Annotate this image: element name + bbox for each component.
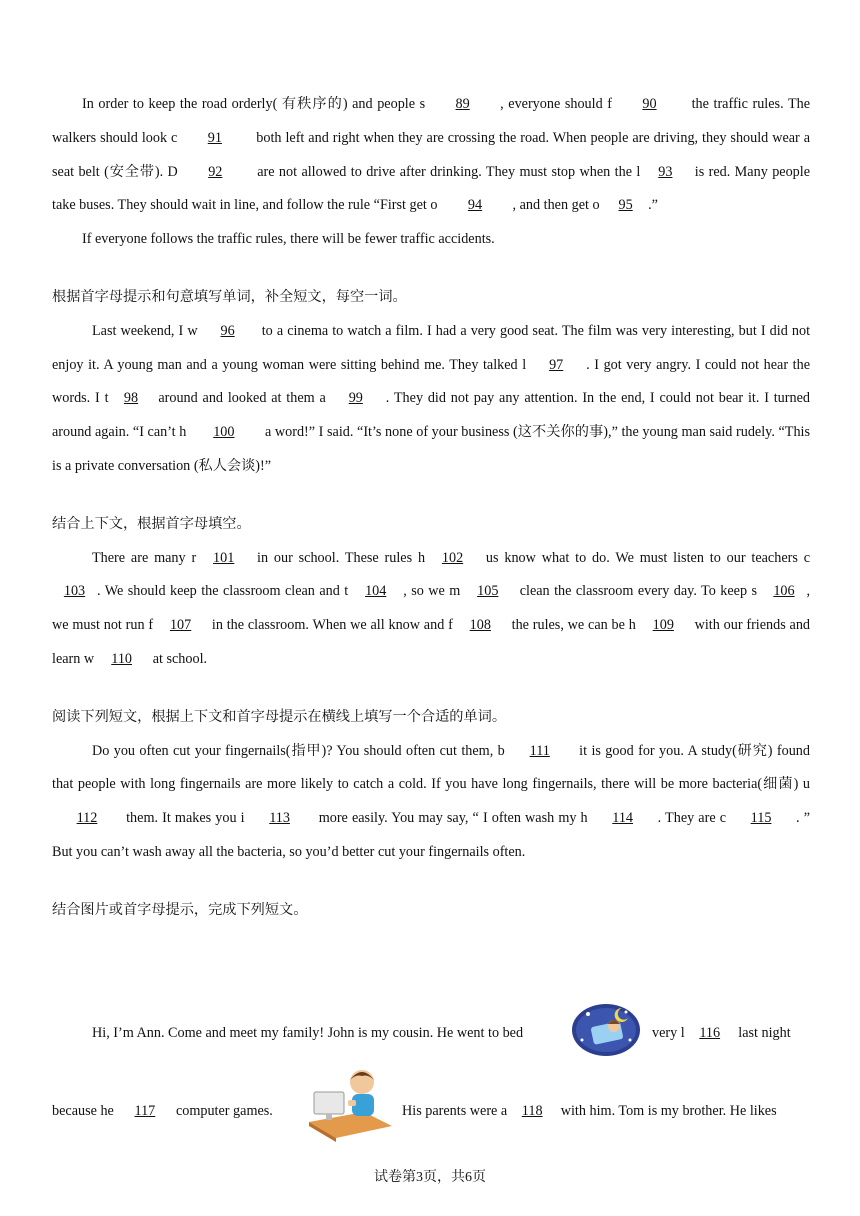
worksheet-page bbox=[52, 88, 810, 928]
text: , so we m bbox=[403, 583, 461, 600]
section-heading: 阅读下列短文，根据上下文和首字母提示在横线上填写一个合适的单词。 bbox=[52, 708, 507, 725]
blank-105[interactable]: 105 bbox=[477, 583, 499, 600]
blank-93[interactable]: 93 bbox=[658, 163, 673, 180]
text: the rules, we can be h bbox=[511, 617, 636, 634]
family-line-1 bbox=[92, 1016, 810, 1050]
blank-101[interactable]: 101 bbox=[213, 549, 235, 566]
text: Do you often cut your fingernails(指甲)? You should often cut them, b bbox=[92, 742, 505, 759]
passage-cinema bbox=[52, 315, 810, 484]
passage-traffic bbox=[52, 88, 810, 223]
blank-102[interactable]: 102 bbox=[441, 549, 464, 566]
text: 有秩序的) and people s bbox=[281, 96, 426, 112]
blank-98[interactable]: 98 bbox=[123, 390, 139, 407]
passage-traffic-ending: If everyone follows the traffic rules, there will be fewer traffic accidents. bbox=[82, 231, 495, 248]
text: us know what to do. We must listen to our teachers c bbox=[485, 549, 810, 566]
text: it is good for you. A study(研究) found that people with long fingernails are more likely to catch a cold. If you have long fingernails, there will be more bacteria(细菌) u bbox=[52, 742, 810, 793]
blank-113[interactable]: 113 bbox=[269, 810, 290, 827]
text: . I got very angry. I could not hear the words. I t bbox=[52, 356, 810, 407]
blank-91[interactable]: 91 bbox=[207, 129, 222, 146]
text: around and looked at them a bbox=[158, 390, 326, 407]
blank-99[interactable]: 99 bbox=[348, 390, 363, 407]
text: Last weekend, I w bbox=[92, 322, 198, 339]
blank-104[interactable]: 104 bbox=[365, 583, 387, 600]
text: at school. bbox=[152, 650, 208, 667]
blank-115[interactable]: 115 bbox=[750, 810, 772, 827]
blank-112[interactable]: 112 bbox=[76, 810, 98, 827]
text: . They are c bbox=[657, 810, 727, 827]
text: Hi, I’m Ann. Come and meet my family! John is my cousin. He went to bed bbox=[92, 1025, 524, 1041]
text: with him. Tom is my brother. He likes bbox=[560, 1103, 777, 1119]
blank-117[interactable]: 117 bbox=[134, 1103, 156, 1119]
text: . We should keep the classroom clean and t bbox=[97, 583, 349, 600]
blank-116[interactable]: 116 bbox=[699, 1025, 721, 1041]
passage-school-rules bbox=[52, 542, 810, 677]
blank-110[interactable]: 110 bbox=[111, 650, 133, 667]
text: clean the classroom every day. To keep s bbox=[519, 583, 758, 600]
text bbox=[652, 1016, 791, 1050]
text: the traffic rules. The walkers should look c bbox=[52, 96, 811, 146]
text: computer games. bbox=[175, 1103, 273, 1119]
text: . They did not pay any attention. In the end, I could not bear it. I turned around again. “I can’t h bbox=[52, 390, 810, 441]
text: very l bbox=[652, 1025, 685, 1041]
blank-106[interactable]: 106 bbox=[773, 583, 795, 600]
text: In order to keep the road orderly( bbox=[82, 96, 278, 112]
text: .” bbox=[648, 197, 658, 214]
sleeping-night-icon bbox=[570, 1000, 642, 1071]
text: to a cinema to watch a film. I had a very good seat. The film was very interesting, but I did not enjoy it. A young man and a young woman were sitting behind me. They talked l bbox=[52, 322, 811, 373]
text: both left and right when they are crossing the road. When people are driving, they should wear a seat belt (安全带). D bbox=[52, 129, 811, 180]
passage-fingernails bbox=[52, 735, 810, 870]
text: His parents were a bbox=[402, 1103, 508, 1119]
text bbox=[402, 1094, 777, 1128]
blank-89[interactable]: 89 bbox=[455, 96, 470, 112]
text: There are many r bbox=[92, 549, 197, 566]
blank-107[interactable]: 107 bbox=[169, 617, 192, 634]
blank-108[interactable]: 108 bbox=[469, 617, 491, 634]
blank-92[interactable]: 92 bbox=[208, 163, 223, 180]
blank-118[interactable]: 118 bbox=[521, 1103, 543, 1119]
text: more easily. You may say, “ I often wash my h bbox=[318, 810, 588, 827]
blank-95[interactable]: 95 bbox=[618, 197, 633, 214]
text: , everyone should f bbox=[500, 96, 612, 112]
blank-96[interactable]: 96 bbox=[220, 322, 235, 339]
blank-114[interactable]: 114 bbox=[612, 810, 634, 827]
section-heading: 根据首字母提示和句意填写单词，补全短文，每空一词。 bbox=[52, 288, 407, 305]
text: a word!” I said. “It’s none of your business (这不关你的事),” the young man said rudely. “This is a private conversation (私人会谈)!” bbox=[52, 424, 811, 474]
blank-109[interactable]: 109 bbox=[652, 617, 674, 634]
text: . ” But you can’t wash away all the bacteria, so you’d better cut your fingernails often. bbox=[52, 810, 810, 860]
blank-94[interactable]: 94 bbox=[467, 197, 483, 214]
text: in the classroom. When we all know and f bbox=[211, 617, 453, 634]
page-footer: 试卷第3页，共6页 bbox=[374, 1170, 486, 1185]
section-heading: 结合上下文，根据首字母填空。 bbox=[52, 515, 251, 532]
text: last night bbox=[738, 1025, 791, 1041]
text: because he bbox=[52, 1103, 114, 1119]
text: them. It makes you i bbox=[126, 810, 245, 827]
boy-computer-icon bbox=[304, 1064, 394, 1155]
text: is red. Many people take buses. They should wait in line, and follow the rule “First get o bbox=[52, 163, 811, 214]
section-heading: 结合图片或首字母提示，完成下列短文。 bbox=[52, 901, 308, 918]
family-line-2 bbox=[52, 1094, 810, 1128]
blank-111[interactable]: 111 bbox=[529, 742, 550, 759]
text: , we must not run f bbox=[52, 583, 811, 634]
blank-97[interactable]: 97 bbox=[549, 356, 564, 373]
blank-103[interactable]: 103 bbox=[63, 583, 86, 600]
text: with our friends and learn w bbox=[52, 617, 811, 667]
text: are not allowed to drive after drinking. They must stop when the l bbox=[257, 163, 641, 180]
blank-90[interactable]: 90 bbox=[642, 96, 657, 112]
text: in our school. These rules h bbox=[257, 549, 426, 566]
blank-100[interactable]: 100 bbox=[213, 424, 235, 441]
text: , and then get o bbox=[512, 197, 600, 214]
